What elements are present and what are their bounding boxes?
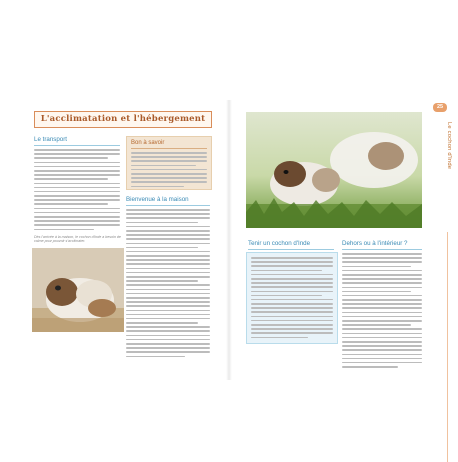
guinea-pigs-grass-photo [246,112,422,228]
tip-box-title: Bon à savoir [131,140,165,146]
handling-box [246,252,338,344]
section-heading-outdoor: Dehors ou à l'intérieur ? [342,240,408,247]
paragraph-transport [34,149,120,233]
right-page [229,0,458,458]
paragraph-handling [251,257,333,341]
running-head [442,102,452,262]
section-heading-home: Bienvenue à la maison [126,196,189,203]
section-heading-handling: Tenir un cochon d'Inde [248,240,311,247]
tip-box [126,136,212,190]
section-rule [126,205,210,206]
section-rule [342,249,422,250]
section-heading-transport: Le transport [34,136,68,143]
page-gutter [226,100,232,380]
paragraph-outdoor [342,253,422,370]
paragraph-home [126,209,210,360]
guinea-pig-photo-left [32,248,124,332]
photo-caption: Dès l'arrivée à la maison, le cochon d'Inde a besoin de calme pour pouvoir s'acclimater. [34,235,121,244]
section-rule [34,145,120,146]
running-head-label: Le cochon d'Inde [446,122,452,170]
page-number: 25 [433,103,447,112]
chapter-title: L'acclimatation et l'hébergement [34,111,212,128]
tip-box-text [131,152,207,190]
running-head-rule [447,232,448,462]
section-rule [248,249,334,250]
